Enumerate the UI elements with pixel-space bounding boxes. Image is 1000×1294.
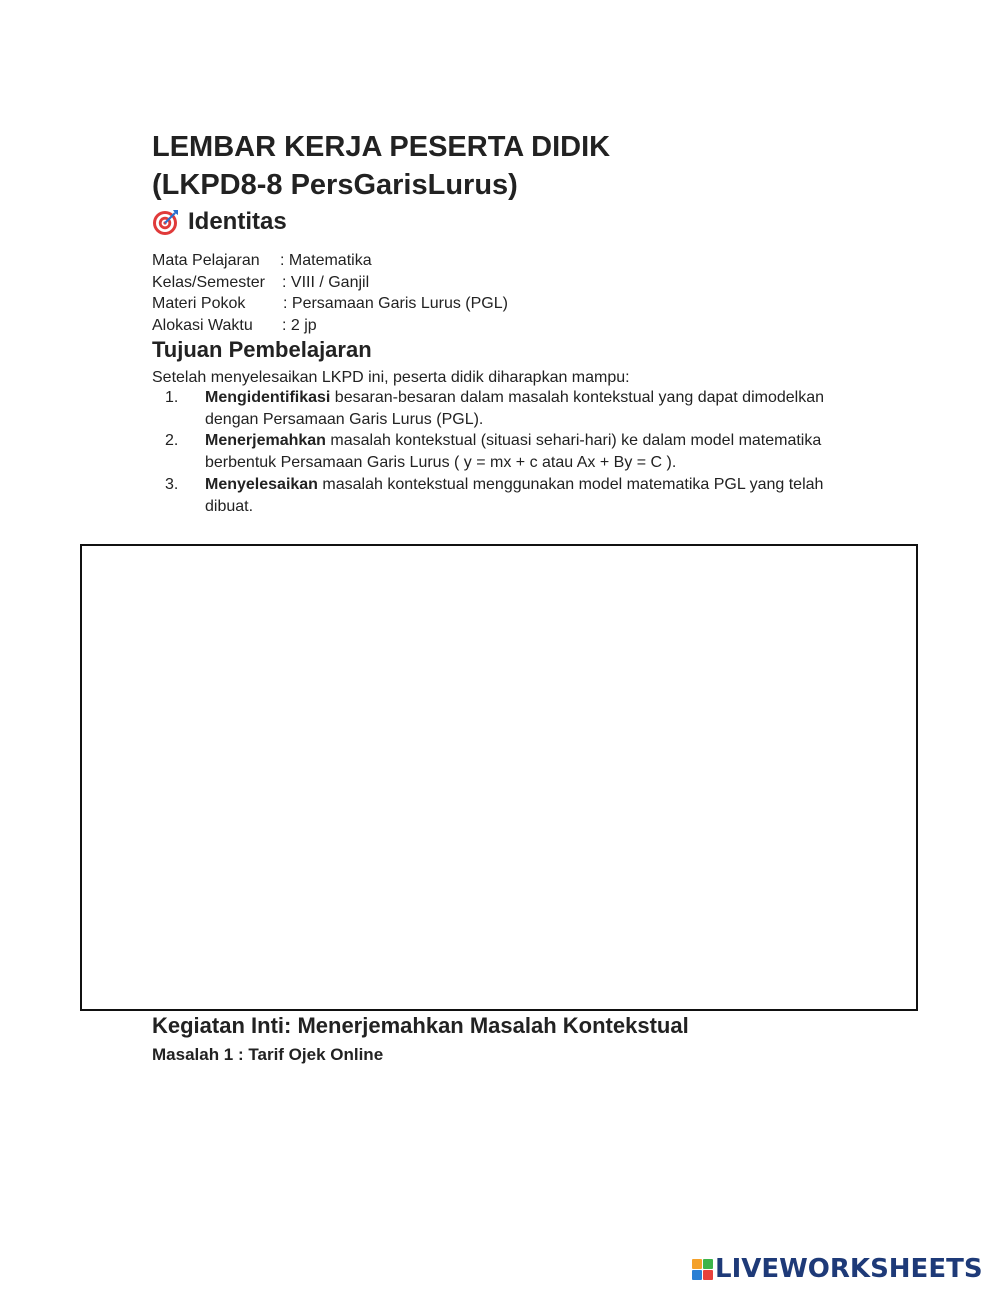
objectives-intro: Setelah menyelesaikan LKPD ini, peserta didik diharapkan mampu:	[152, 369, 630, 386]
objective-number: 2.	[165, 432, 179, 450]
objective-text: besaran-besaran dalam masalah kontekstual yang dapat dimodelkan dengan Persamaan Garis Lurus (PGL).	[205, 389, 824, 428]
identity-table	[152, 250, 508, 337]
objective-item	[152, 474, 852, 517]
worksheet-title	[152, 128, 610, 204]
identity-value: : 2 jp	[282, 317, 317, 335]
objective-keyword: Menyelesaikan	[205, 475, 318, 493]
objective-text: masalah kontekstual (situasi sehari-hari) ke dalam model matematika berbentuk Persamaan Garis Lurus ( y = mx + c atau Ax + By = C ).	[205, 432, 822, 472]
logo-block	[703, 1270, 713, 1280]
objectives-list	[152, 387, 852, 517]
logo-block	[692, 1259, 702, 1269]
objective-keyword: Menerjemahkan	[205, 432, 326, 450]
logo-block	[692, 1270, 702, 1280]
objective-number: 1.	[165, 389, 179, 406]
identity-value: : Persamaan Garis Lurus (PGL)	[283, 295, 508, 313]
identity-row-subject	[152, 250, 508, 272]
logo-text: LIVEWORKSHEETS	[715, 1254, 983, 1284]
liveworksheets-logo	[692, 1254, 983, 1284]
logo-block	[703, 1259, 713, 1269]
identity-label: Materi Pokok	[152, 295, 246, 313]
content-frame	[80, 544, 918, 1011]
identity-label: Mata Pelajaran	[152, 252, 260, 269]
target-icon	[152, 208, 180, 236]
objective-keyword: Mengidentifikasi	[205, 389, 331, 406]
title-line-2: (LKPD8-8 PersGarisLurus)	[152, 169, 518, 201]
objective-text: masalah kontekstual menggunakan model matematika PGL yang telah dibuat.	[205, 475, 824, 515]
identity-row-time	[152, 315, 508, 337]
objectives-heading: Tujuan Pembelajaran	[152, 337, 372, 362]
identity-heading	[152, 206, 287, 238]
objective-item	[152, 430, 852, 473]
identity-value: : VIII / Ganjil	[282, 273, 370, 291]
identity-value: : Matematika	[280, 252, 372, 269]
activity-heading: Kegiatan Inti: Menerjemahkan Masalah Kontekstual	[152, 1013, 689, 1038]
identity-row-class	[152, 272, 508, 294]
identity-row-topic	[152, 293, 508, 315]
problem-title: Masalah 1 : Tarif Ojek Online	[152, 1045, 384, 1064]
identity-heading-label: Identitas	[188, 208, 287, 235]
title-line-1: LEMBAR KERJA PESERTA DIDIK	[152, 131, 611, 163]
objective-number: 3.	[165, 475, 179, 493]
identity-label: Kelas/Semester	[152, 273, 265, 291]
objective-item	[152, 387, 852, 430]
identity-label: Alokasi Waktu	[152, 317, 253, 335]
logo-blocks-icon	[692, 1259, 713, 1280]
